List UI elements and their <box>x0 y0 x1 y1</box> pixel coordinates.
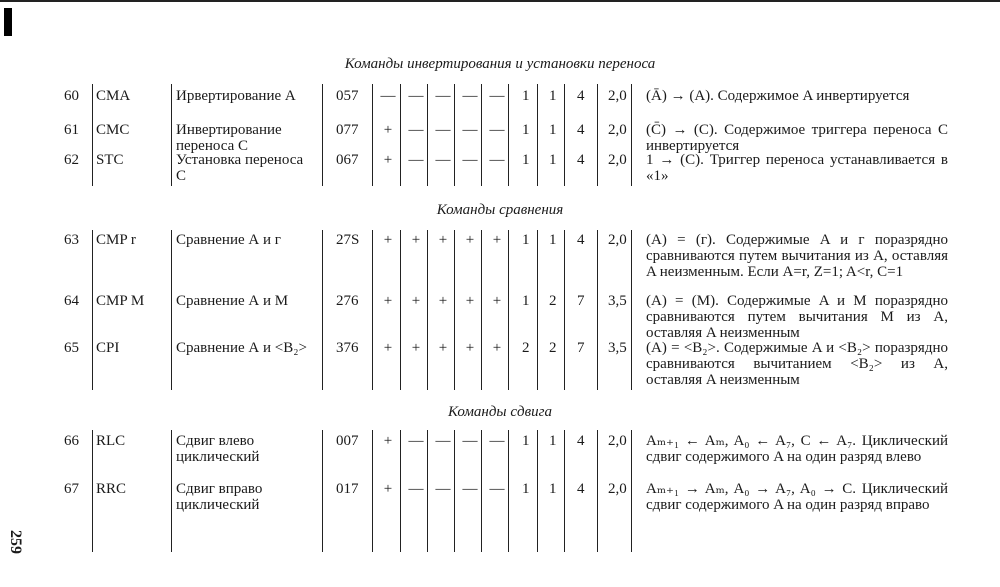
section-title-invert: Команды инвертирования и установки переноса <box>344 56 656 72</box>
time: 3,5 <box>608 340 627 356</box>
flag-0: + <box>383 340 393 356</box>
column-rule <box>564 84 565 186</box>
description: Aₘ₊₁ ← Aₘ, A₀ ← A₇, C ← A₇. Циклический сдвиг содержимого A на один разряд влево <box>646 433 948 465</box>
flag-3: + <box>465 340 475 356</box>
states: 7 <box>577 340 585 356</box>
flag-2: — <box>435 152 451 168</box>
time: 2,0 <box>608 88 627 104</box>
mnemonic: CMA <box>96 88 131 104</box>
column-rule <box>537 430 538 552</box>
column-rule <box>564 230 565 390</box>
column-rule <box>597 230 598 390</box>
column-rule <box>92 230 93 390</box>
flag-4: — <box>489 122 505 138</box>
mnemonic: RLC <box>96 433 126 449</box>
description: (A) = (г). Содержимые A и г поразрядно сравниваются путем вычитания из A, оставляя A неизменным. Если A=r, Z=1; A<r, C=1 <box>646 232 948 280</box>
description: (C̄) → (C). Содержимое триггера переноса С инвертируется <box>646 122 948 154</box>
flag-4: — <box>489 152 505 168</box>
flag-2: + <box>438 232 448 248</box>
opcode: 27S <box>336 232 360 248</box>
mnemonic: CMC <box>96 122 130 138</box>
row-number: 61 <box>64 122 79 138</box>
bytes: 1 <box>522 122 530 138</box>
column-rule <box>92 84 93 186</box>
flag-0: + <box>383 481 393 497</box>
page-number: 259 <box>7 530 24 554</box>
flag-0: + <box>383 122 393 138</box>
flag-4: + <box>492 293 502 309</box>
flag-1: — <box>408 122 424 138</box>
column-rule <box>537 84 538 186</box>
flag-2: — <box>435 433 451 449</box>
row-number: 63 <box>64 232 79 248</box>
opcode: 077 <box>336 122 359 138</box>
row-number: 66 <box>64 433 79 449</box>
time: 2,0 <box>608 122 627 138</box>
command-name: Сдвиг вправо циклический <box>176 481 263 513</box>
flag-2: — <box>435 88 451 104</box>
top-rule <box>0 0 1000 2</box>
column-rule <box>92 430 93 552</box>
row-number: 62 <box>64 152 79 168</box>
command-name: Сравнение А и г <box>176 232 281 248</box>
states: 4 <box>577 122 585 138</box>
mnemonic: CMP M <box>96 293 145 309</box>
column-rule <box>427 230 428 390</box>
flag-1: + <box>411 340 421 356</box>
flag-3: + <box>465 293 475 309</box>
time: 2,0 <box>608 481 627 497</box>
flag-0: + <box>383 232 393 248</box>
opcode: 007 <box>336 433 359 449</box>
states: 4 <box>577 152 585 168</box>
flag-4: — <box>489 481 505 497</box>
cycles: 1 <box>549 232 557 248</box>
opcode: 017 <box>336 481 359 497</box>
column-rule <box>427 430 428 552</box>
column-rule <box>427 84 428 186</box>
flag-3: — <box>462 481 478 497</box>
time: 2,0 <box>608 232 627 248</box>
flag-0: + <box>383 152 393 168</box>
column-rule <box>372 230 373 390</box>
flag-3: — <box>462 152 478 168</box>
cycles: 1 <box>549 152 557 168</box>
column-rule <box>400 230 401 390</box>
flag-2: — <box>435 122 451 138</box>
section-title-compare: Команды сравнения <box>436 202 564 218</box>
opcode: 057 <box>336 88 359 104</box>
column-rule <box>481 84 482 186</box>
flag-4: — <box>489 88 505 104</box>
flag-2: — <box>435 481 451 497</box>
column-rule <box>372 430 373 552</box>
description: (A) = <B₂>. Содержимые A и <B₂> поразрядно сравниваются вычитанием <B₂> из A, оставляя A неизменным <box>646 340 948 388</box>
opcode: 276 <box>336 293 359 309</box>
flag-1: — <box>408 152 424 168</box>
description: (A) = (M). Содержимые A и M поразрядно сравниваются путем вычитания M из A, оставляя A неизменным <box>646 293 948 341</box>
states: 7 <box>577 293 585 309</box>
column-rule <box>537 230 538 390</box>
column-rule <box>454 430 455 552</box>
cycles: 2 <box>549 293 557 309</box>
description: (Ā) → (A). Содержимое A инвертируется <box>646 88 910 104</box>
flag-1: + <box>411 293 421 309</box>
flag-2: + <box>438 293 448 309</box>
cycles: 1 <box>549 88 557 104</box>
mnemonic: RRC <box>96 481 127 497</box>
column-rule <box>322 430 323 552</box>
description: Aₘ₊₁ → Aₘ, A₀ → A₇, A₀ → C. Циклический сдвиг содержимого A на один разряд вправо <box>646 481 948 513</box>
column-rule <box>564 430 565 552</box>
column-rule <box>597 430 598 552</box>
states: 4 <box>577 481 585 497</box>
column-rule <box>372 84 373 186</box>
command-name: Инвертирование переноса С <box>176 122 282 154</box>
column-rule <box>454 230 455 390</box>
command-name: Установка переноса С <box>176 152 304 184</box>
flag-3: — <box>462 122 478 138</box>
flag-1: — <box>408 433 424 449</box>
column-rule <box>481 430 482 552</box>
column-rule <box>171 430 172 552</box>
mnemonic: CMP r <box>96 232 136 248</box>
command-name: Сравнение А и М <box>176 293 289 309</box>
mnemonic: STC <box>96 152 124 168</box>
command-name: Ирвертирование А <box>176 88 296 104</box>
flag-3: — <box>462 433 478 449</box>
flag-0: + <box>383 293 393 309</box>
flag-1: — <box>408 88 424 104</box>
time: 3,5 <box>608 293 627 309</box>
column-rule <box>631 230 632 390</box>
column-rule <box>508 430 509 552</box>
mnemonic: CPI <box>96 340 120 356</box>
bytes: 1 <box>522 232 530 248</box>
bytes: 2 <box>522 340 530 356</box>
time: 2,0 <box>608 433 627 449</box>
column-rule <box>171 230 172 390</box>
flag-0: — <box>380 88 396 104</box>
flag-4: + <box>492 340 502 356</box>
row-number: 60 <box>64 88 79 104</box>
scan-mark <box>4 8 12 36</box>
flag-4: — <box>489 433 505 449</box>
bytes: 1 <box>522 481 530 497</box>
cycles: 2 <box>549 340 557 356</box>
opcode: 376 <box>336 340 359 356</box>
opcode: 067 <box>336 152 359 168</box>
states: 4 <box>577 88 585 104</box>
column-rule <box>322 84 323 186</box>
row-number: 67 <box>64 481 79 497</box>
states: 4 <box>577 433 585 449</box>
column-rule <box>597 84 598 186</box>
flag-1: + <box>411 232 421 248</box>
flag-4: + <box>492 232 502 248</box>
section-title-shift: Команды сдвига <box>448 404 552 420</box>
flag-3: — <box>462 88 478 104</box>
column-rule <box>508 84 509 186</box>
bytes: 1 <box>522 88 530 104</box>
column-rule <box>400 430 401 552</box>
column-rule <box>631 84 632 186</box>
column-rule <box>631 430 632 552</box>
column-rule <box>322 230 323 390</box>
row-number: 64 <box>64 293 79 309</box>
column-rule <box>400 84 401 186</box>
cycles: 1 <box>549 481 557 497</box>
column-rule <box>481 230 482 390</box>
flag-0: + <box>383 433 393 449</box>
column-rule <box>508 230 509 390</box>
time: 2,0 <box>608 152 627 168</box>
states: 4 <box>577 232 585 248</box>
column-rule <box>171 84 172 186</box>
command-name: Сдвиг влево циклический <box>176 433 260 465</box>
cycles: 1 <box>549 433 557 449</box>
description: 1 → (C). Триггер переноса устанавливается в «1» <box>646 152 948 184</box>
flag-3: + <box>465 232 475 248</box>
flag-1: — <box>408 481 424 497</box>
bytes: 1 <box>522 152 530 168</box>
cycles: 1 <box>549 122 557 138</box>
bytes: 1 <box>522 433 530 449</box>
bytes: 1 <box>522 293 530 309</box>
row-number: 65 <box>64 340 79 356</box>
column-rule <box>454 84 455 186</box>
flag-2: + <box>438 340 448 356</box>
command-name: Сравнение А и <B₂> <box>176 340 307 356</box>
